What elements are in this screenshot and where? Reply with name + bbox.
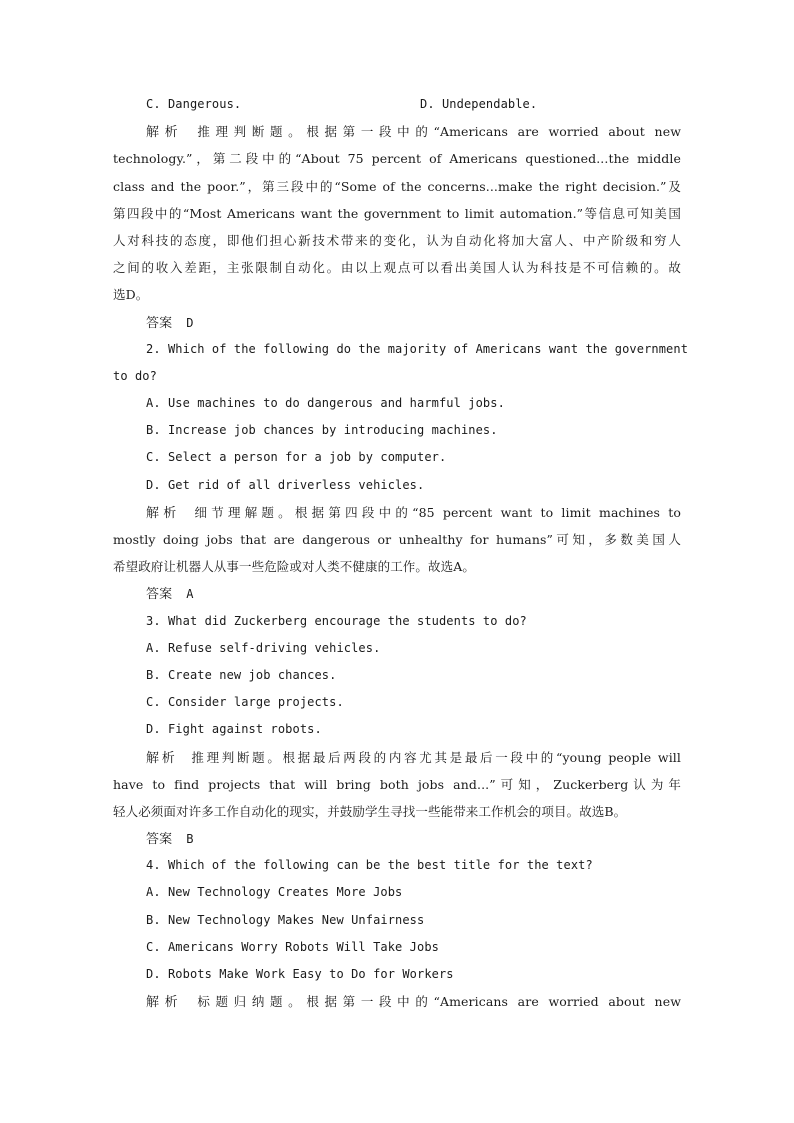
- q2-answer-label: 答案: [146, 587, 173, 603]
- q3-analysis-line-3: 轻人必须面对许多工作自动化的现实，并鼓励学生寻找一些能带来工作机会的项目。故选B。: [113, 803, 627, 819]
- q2-option-b: B. Increase job chances by introducing machines.: [146, 423, 498, 438]
- q2-option-c: C. Select a person for a job by computer.: [146, 450, 447, 465]
- q3-option-b: B. Create new job chances.: [146, 667, 337, 682]
- q2-analysis-line-3: 希望政府让机器人从事一些危险或对人类不健康的工作。故选A。: [113, 559, 475, 575]
- q1-analysis-label: 解析: [146, 125, 184, 141]
- q1-options-row: [113, 91, 681, 118]
- q4-stem: 4. Which of the following can be the best title for the text?: [146, 858, 593, 873]
- q3-analysis-line-1: 解析 推理判断题。根据最后两段的内容尤其是最后一段中的“young people will: [146, 749, 681, 766]
- q1-answer: [113, 309, 681, 336]
- q1-answer-label: 答案: [146, 315, 173, 331]
- q1-analysis-line-3: class and the poor.”，第三段中的“Some of the concerns...make the right decision.”及: [113, 178, 681, 194]
- document-page: [113, 91, 689, 1015]
- q1-analysis-line-6: 之间的收入差距，主张限制自动化。由以上观点可以看出美国人认为科技是不可信赖的。故: [113, 260, 681, 276]
- q3-answer-label: 答案: [146, 832, 173, 848]
- q4-option-a: A. New Technology Creates More Jobs: [146, 885, 403, 900]
- q3-analysis-label: 解析: [146, 750, 178, 766]
- q2-stem-line-2: to do?: [113, 368, 157, 383]
- q1-answer-value: D: [186, 315, 194, 330]
- q2-analysis-label: 解析: [146, 505, 181, 521]
- q1-option-d: D. Undependable.: [420, 97, 538, 111]
- q1-analysis-line-4: 第四段中的“Most Americans want the government to limit automation.”等信息可知美国: [113, 205, 681, 221]
- q1-analysis-line-1: 解析 推理判断题。根据第一段中的“Americans are worried about new: [146, 124, 681, 141]
- q1-analysis-line-7: 选D。: [113, 287, 149, 303]
- q2-stem-line-1: 2. Which of the following do the majority of Americans want the government: [146, 341, 689, 356]
- q3-answer: [113, 825, 681, 852]
- q3-option-d: D. Fight against robots.: [146, 722, 322, 737]
- q3-answer-value: B: [186, 832, 194, 847]
- q2-answer: [113, 580, 681, 607]
- q2-option-a: A. Use machines to do dangerous and harmful jobs.: [146, 396, 505, 411]
- q3-stem: 3. What did Zuckerberg encourage the students to do?: [146, 613, 527, 628]
- q4-analysis-label: 解析: [146, 995, 184, 1011]
- q4-analysis-line-1: 解析 标题归纳题。根据第一段中的“Americans are worried about new: [146, 994, 681, 1011]
- q3-analysis-line-2: have to find projects that will bring both jobs and...”可知，Zuckerberg认为年: [113, 776, 681, 792]
- q3-option-a: A. Refuse self-driving vehicles.: [146, 640, 381, 655]
- q4-option-d: D. Robots Make Work Easy to Do for Workers: [146, 967, 454, 981]
- q1-analysis-line-5: 人对科技的态度，即他们担心新技术带来的变化，认为自动化将加大富人、中产阶级和穷人: [113, 232, 681, 248]
- q1-option-c: C. Dangerous.: [146, 97, 242, 111]
- q1-analysis-line-2: technology.”，第二段中的“About 75 percent of Americans questioned...the middle: [113, 151, 681, 167]
- q2-answer-value: A: [186, 587, 194, 602]
- q2-analysis-line-2: mostly doing jobs that are dangerous or unhealthy for humans”可知，多数美国人: [113, 532, 681, 547]
- q3-option-c: C. Consider large projects.: [146, 695, 344, 710]
- q2-analysis-line-1: 解析 细节理解题。根据第四段中的“85 percent want to limit machines to: [146, 504, 681, 521]
- q4-option-b: B. New Technology Makes New Unfairness: [146, 912, 425, 927]
- q4-option-c: C. Americans Worry Robots Will Take Jobs: [146, 939, 439, 954]
- q2-option-d: D. Get rid of all driverless vehicles.: [146, 477, 425, 492]
